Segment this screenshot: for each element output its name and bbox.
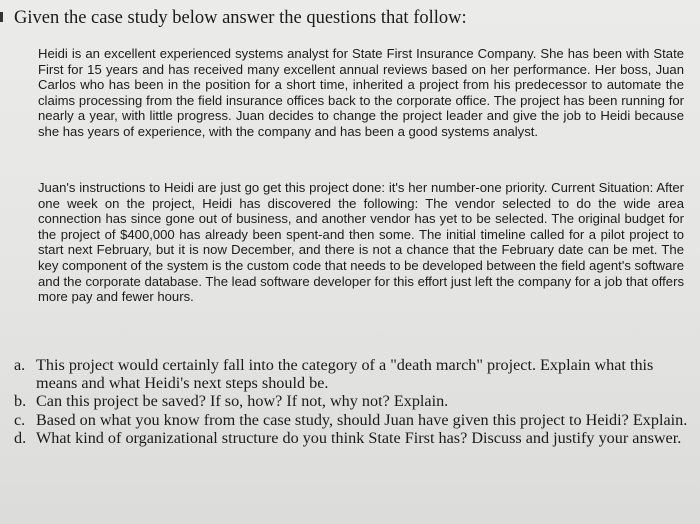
question-letter: c.	[14, 410, 26, 429]
question-text: What kind of organizational structure do you think State First has? Discuss and justify your answer.	[36, 428, 682, 447]
question-list	[14, 356, 694, 447]
question-letter: a.	[14, 356, 26, 374]
question-letter: d.	[14, 428, 27, 447]
margin-mark	[0, 12, 3, 22]
question-item-d	[14, 429, 694, 447]
question-text: Can this project be saved? If so, how? If not, why not? Explain.	[36, 392, 449, 411]
case-study-paragraph-1: Heidi is an excellent experienced systems analyst for State First Insurance Company. She has been with State First for 15 years and has received many excellent annual reviews based on her performance. Her boss, Juan Carlos who has been in the position for a short time, inherited a project from his predecessor to automate the claims processing from the field insurance offices back to the corporate office. The project has been running for nearly a year, with little progress. Juan decides to change the project leader and give the job to Heidi because she has years of experience, with the company and has been a good systems analyst.	[38, 46, 684, 139]
question-item-a	[14, 356, 694, 392]
question-letter: b.	[14, 392, 27, 411]
instructions-heading: Given the case study below answer the questions that follow:	[14, 8, 467, 28]
question-text: Based on what you know from the case study, should Juan have given this project to Heidi? Explain.	[36, 410, 688, 429]
question-text: This project would certainly fall into the category of a "death march" project. Explain what this means and what Heidi's next steps should be.	[36, 356, 654, 393]
question-item-c	[14, 411, 694, 429]
question-item-b	[14, 392, 694, 410]
case-study-paragraph-2: Juan's instructions to Heidi are just go get this project done: it's her number-one priority. Current Situation: After one week on the project, Heidi has discovered the following: The vendor selected to do the wide area connection has since gone out of business, and another vendor has yet to be selected. The original budget for the project of $400,000 has already been spent-and then some. The initial timeline called for a pilot project to start next February, but it is now December, and there is not a chance that the February date can be met. The key component of the system is the custom code that needs to be developed between the field agent's software and the corporate database. The lead software developer for this effort just left the company for a job that offers more pay and fewer hours.	[38, 180, 684, 305]
